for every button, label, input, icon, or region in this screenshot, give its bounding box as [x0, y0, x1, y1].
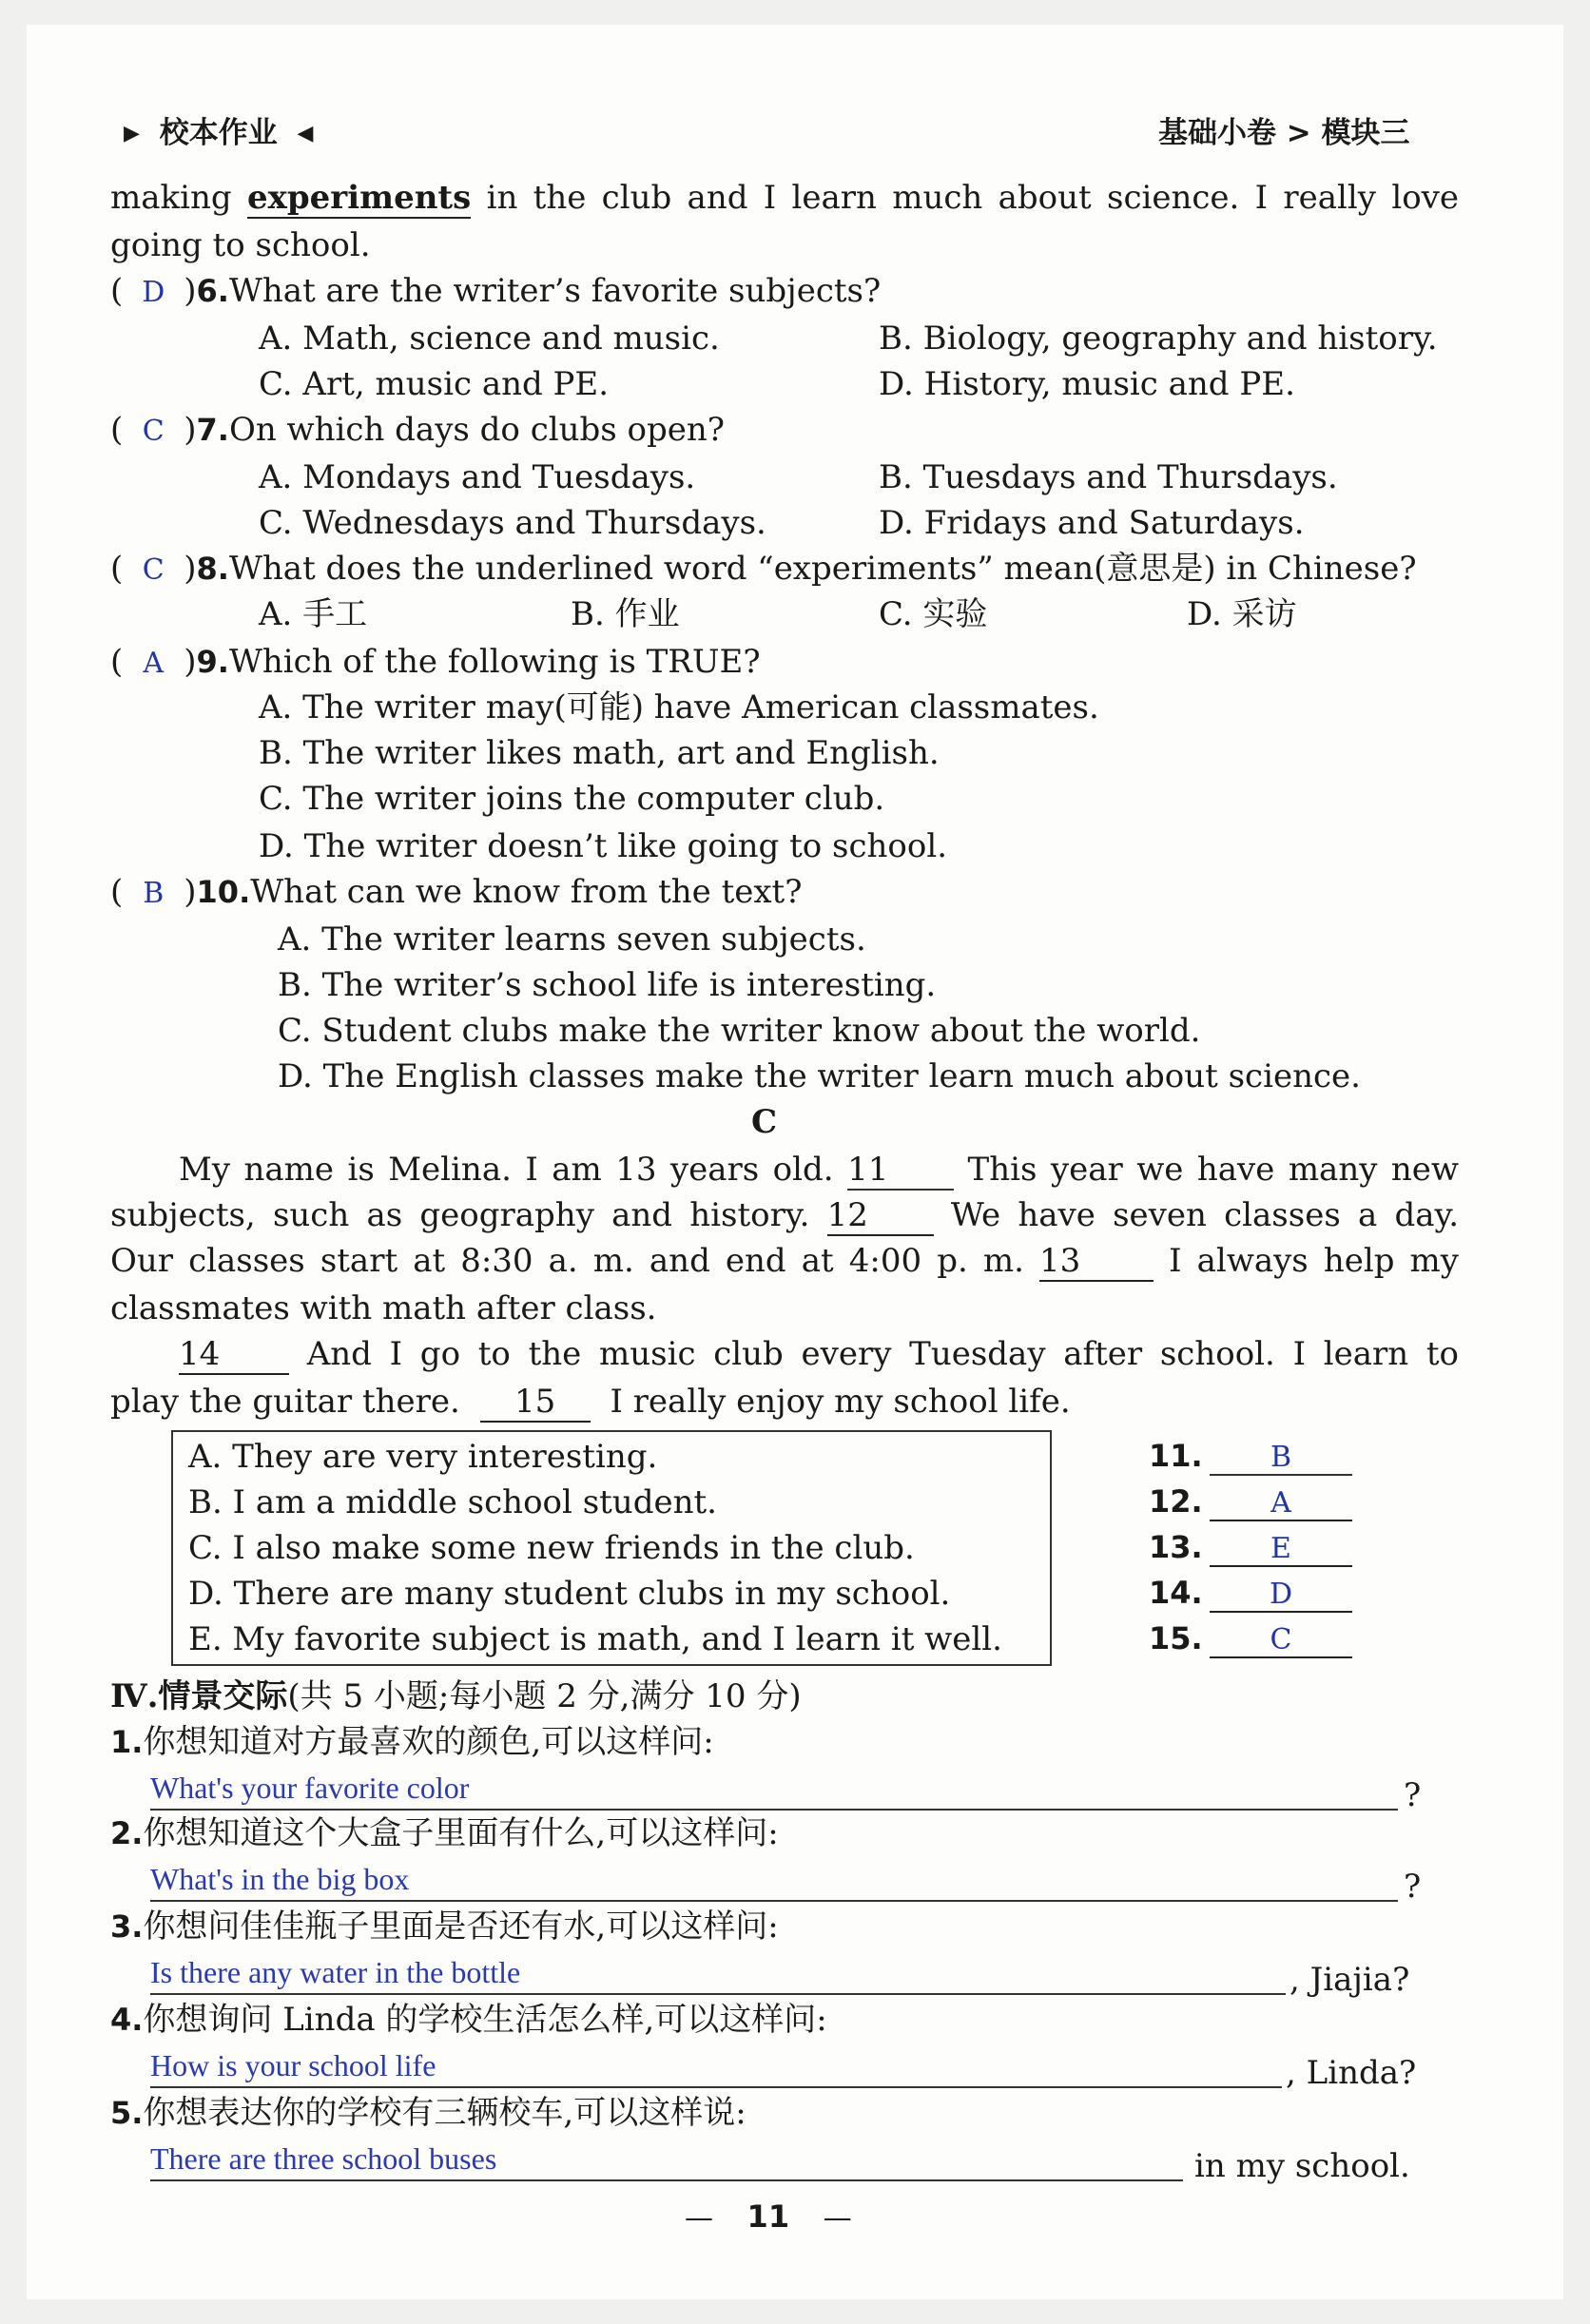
item-answer: Is there any water in the bottle	[150, 1955, 521, 1989]
paren-open: (	[110, 643, 124, 681]
answer-value: C	[1210, 1623, 1352, 1658]
option: B. Biology, geography and history.	[879, 320, 1438, 358]
answer-row	[1149, 1483, 1352, 1521]
item-number: 2.	[110, 1815, 144, 1851]
option: B. The writer’s school life is interesting.	[278, 966, 937, 1004]
question-text: What can we know from the text?	[250, 873, 803, 911]
page-number: 11	[747, 2198, 790, 2235]
arrow-right-icon: ▶	[124, 122, 140, 145]
options-box	[171, 1430, 1052, 1666]
passage-line-2: going to school.	[110, 226, 371, 264]
option: C. 实验	[879, 595, 988, 633]
item-prompt: 你想问佳佳瓶子里面是否还有水,可以这样问:	[143, 1908, 779, 1946]
section-iv-title	[110, 1677, 802, 1715]
option: D. The English classes make the writer learn much about science.	[278, 1057, 1361, 1095]
answer-value: E	[1210, 1532, 1352, 1567]
paren-close: )	[184, 643, 197, 681]
item-prompt: 你想知道这个大盒子里面有什么,可以这样问:	[143, 1814, 779, 1852]
answer-row	[1149, 1438, 1352, 1476]
cloze-text: This year we have many new	[967, 1151, 1460, 1189]
answer-value: B	[1210, 1441, 1352, 1476]
item-number: 1.	[110, 1724, 144, 1760]
option: A. Mondays and Tuesdays.	[259, 458, 696, 496]
section-roman: Ⅳ.	[110, 1677, 159, 1715]
option: D. Fridays and Saturdays.	[879, 504, 1305, 542]
paren-open: (	[110, 272, 124, 310]
question-10	[110, 873, 802, 913]
footer-dash: —	[685, 2201, 713, 2235]
cloze-text: play the guitar there.	[110, 1383, 460, 1421]
answer-number: 13.	[1149, 1529, 1203, 1565]
item-answer: What's your favorite color	[150, 1771, 470, 1805]
item-number: 5.	[110, 2095, 144, 2131]
option: C. Art, music and PE.	[259, 365, 610, 403]
page-footer	[685, 2198, 852, 2235]
box-option: D. There are many student clubs in my school.	[188, 1575, 951, 1613]
question-text: What are the writer’s favorite subjects?	[228, 272, 882, 310]
iv-item-2	[110, 1814, 779, 1852]
passage-line-1	[110, 179, 1459, 219]
section-score: (共 5 小题;每小题 2 分,满分 10 分)	[287, 1677, 802, 1715]
answer-8: C	[142, 553, 165, 587]
passage-text: in the club and I learn much about science. I really love	[486, 179, 1459, 217]
item-answer: What's in the big box	[150, 1862, 410, 1896]
answer-line	[150, 1900, 1398, 1902]
answer-value: D	[1210, 1578, 1352, 1613]
answer-line	[150, 1809, 1398, 1811]
answer-number: 15.	[1149, 1620, 1203, 1656]
cloze-line-4: classmates with math after class.	[110, 1289, 657, 1327]
iv-item-4	[110, 2001, 827, 2039]
item-answer: There are three school buses	[150, 2141, 497, 2176]
question-number: 6.	[196, 273, 229, 309]
option: A. The writer may(可能) have American classmates.	[259, 688, 1099, 726]
box-option: E. My favorite subject is math, and I learn it well.	[188, 1620, 1002, 1658]
item-suffix: ?	[1404, 1776, 1422, 1814]
cloze-text: Our classes start at 8:30 a. m. and end at 4:00 p. m.	[110, 1242, 1024, 1280]
answer-6: D	[142, 276, 165, 309]
item-prompt: 你想知道对方最喜欢的颜色,可以这样问:	[143, 1723, 714, 1761]
section-heading: 情景交际	[158, 1677, 288, 1715]
answer-row	[1149, 1529, 1352, 1567]
question-6	[110, 272, 881, 312]
answer-number: 11.	[1149, 1438, 1203, 1474]
answer-line	[150, 1993, 1286, 1995]
paren-open: (	[110, 873, 124, 911]
answer-row	[1149, 1620, 1352, 1658]
blank-14: 14	[179, 1335, 289, 1375]
cloze-text: And I go to the music club every Tuesday after school. I learn to	[306, 1335, 1459, 1373]
header-left	[124, 108, 313, 151]
iv-item-5	[110, 2094, 747, 2132]
option: A. Math, science and music.	[259, 320, 720, 358]
section-c-title: C	[751, 1103, 778, 1141]
option: C. The writer joins the computer club.	[259, 780, 885, 818]
box-option: A. They are very interesting.	[188, 1438, 658, 1476]
blank-15: 15	[480, 1383, 591, 1423]
answer-line	[150, 2179, 1183, 2181]
cloze-line-2	[110, 1196, 1459, 1236]
paren-open: (	[110, 411, 124, 449]
option: B. Tuesdays and Thursdays.	[879, 458, 1338, 496]
cloze-text: We have seven classes a day.	[950, 1196, 1460, 1234]
question-number: 7.	[196, 412, 229, 448]
question-8	[110, 550, 1417, 590]
option: B. The writer likes math, art and English.	[259, 734, 940, 772]
blank-12: 12	[827, 1196, 934, 1236]
blank-11: 11	[847, 1151, 954, 1191]
item-suffix: ?	[1404, 1868, 1422, 1906]
header-right-title: 基础小卷 > 模块三	[1158, 116, 1410, 150]
answer-row	[1149, 1575, 1352, 1613]
cloze-text: I really enjoy my school life.	[610, 1383, 1071, 1421]
item-suffix: , Jiajia?	[1289, 1961, 1410, 1999]
iv-item-1	[110, 1723, 714, 1761]
option: A. The writer learns seven subjects.	[278, 920, 866, 959]
option: D. 采访	[1187, 595, 1297, 633]
box-option: C. I also make some new friends in the club.	[188, 1529, 915, 1567]
header-left-title: 校本作业	[159, 116, 278, 150]
question-text: Which of the following is TRUE?	[228, 643, 761, 681]
question-text: What does the underlined word “experiments” mean(意思是) in Chinese?	[228, 550, 1417, 588]
question-number: 9.	[196, 644, 229, 680]
iv-item-3	[110, 1908, 779, 1946]
question-number: 8.	[196, 551, 229, 587]
question-9	[110, 643, 761, 683]
cloze-text: My name is Melina. I am 13 years old.	[179, 1151, 834, 1189]
item-answer: How is your school life	[150, 2048, 436, 2082]
cloze-line-1	[110, 1151, 1459, 1191]
cloze-line-5	[110, 1335, 1459, 1375]
blank-13: 13	[1039, 1242, 1154, 1282]
item-number: 4.	[110, 2002, 144, 2038]
worksheet-page	[27, 25, 1563, 2299]
paren-close: )	[184, 411, 197, 449]
item-suffix: in my school.	[1194, 2147, 1410, 2185]
option: C. Student clubs make the writer know about the world.	[278, 1012, 1201, 1050]
paren-close: )	[184, 550, 197, 588]
paren-close: )	[184, 873, 197, 911]
box-option: B. I am a middle school student.	[188, 1483, 717, 1521]
item-prompt: 你想表达你的学校有三辆校车,可以这样说:	[143, 2094, 747, 2132]
answer-9: A	[143, 647, 165, 680]
cloze-line-6	[110, 1383, 1071, 1423]
option: B. 作业	[571, 595, 680, 633]
paren-open: (	[110, 550, 124, 588]
answer-number: 14.	[1149, 1575, 1203, 1611]
option: A. 手工	[259, 595, 368, 633]
item-prompt: 你想询问 Linda 的学校生活怎么样,可以这样问:	[143, 2001, 827, 2039]
item-suffix: , Linda?	[1286, 2054, 1417, 2092]
paren-close: )	[184, 272, 197, 310]
cloze-line-3	[110, 1242, 1459, 1282]
option: C. Wednesdays and Thursdays.	[259, 504, 766, 542]
question-7	[110, 411, 725, 451]
option: D. The writer doesn’t like going to school.	[259, 827, 948, 865]
passage-text: making	[110, 179, 232, 217]
footer-dash: —	[823, 2201, 852, 2235]
question-number: 10.	[196, 874, 251, 910]
answer-7: C	[142, 415, 165, 448]
item-number: 3.	[110, 1908, 144, 1945]
option: D. History, music and PE.	[879, 365, 1295, 403]
answer-value: A	[1210, 1486, 1352, 1521]
question-text: On which days do clubs open?	[228, 411, 726, 449]
underlined-word: experiments	[246, 179, 472, 217]
cloze-text: I always help my	[1169, 1242, 1459, 1280]
cloze-text: subjects, such as geography and history.	[110, 1196, 810, 1234]
arrow-left-icon: ◀	[297, 122, 314, 145]
answer-line	[150, 2086, 1282, 2088]
answer-10: B	[143, 877, 165, 910]
answer-number: 12.	[1149, 1483, 1203, 1520]
